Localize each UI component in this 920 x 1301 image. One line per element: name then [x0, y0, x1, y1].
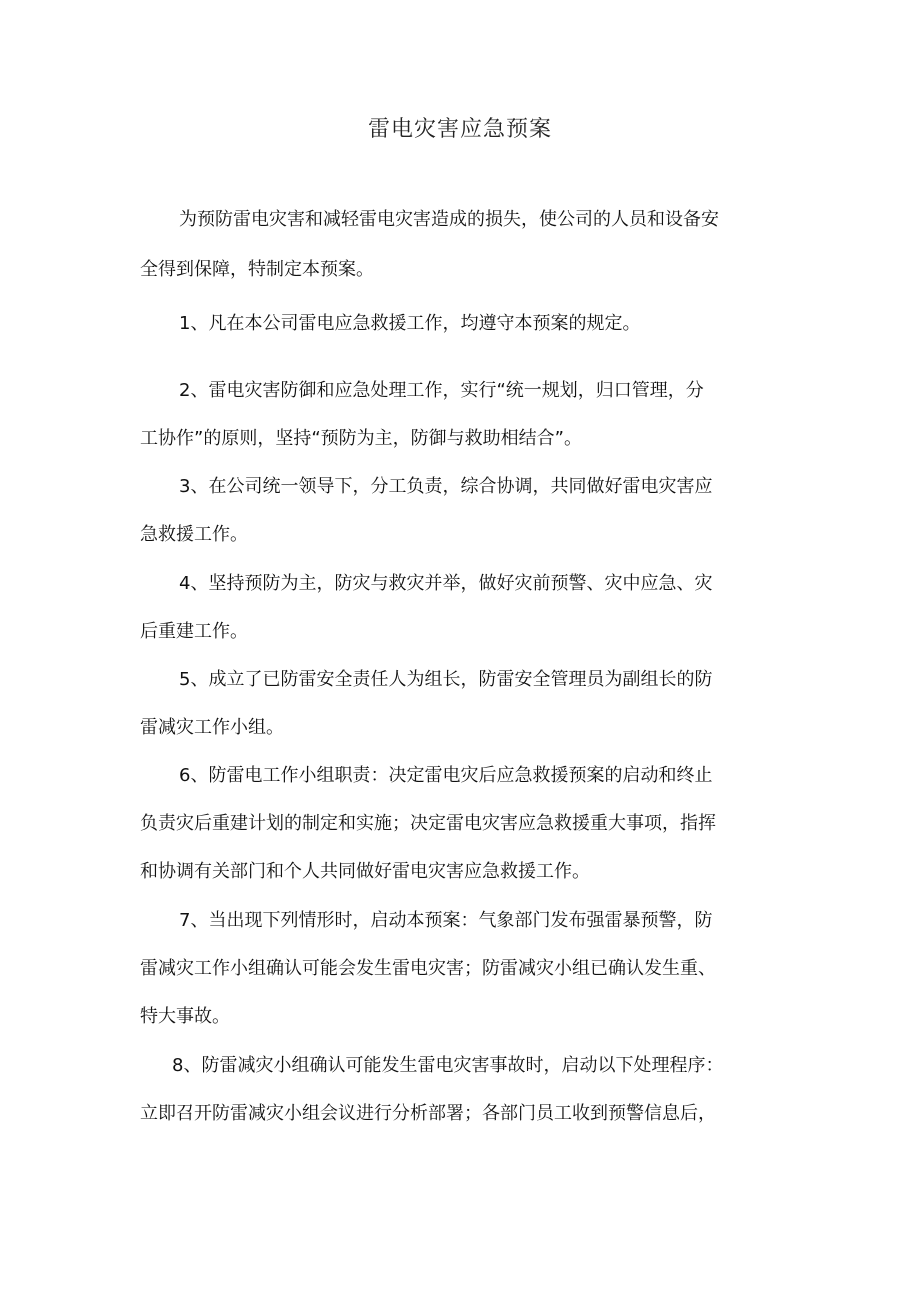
para-8-line-2: 立即召开防雷减灾小组会议进行分析部署；各部门员工收到预警信息后， [140, 1103, 716, 1124]
para-6-line-2: 负责灾后重建计划的制定和实施；决定雷电灾害应急救援重大事项，指挥 [140, 813, 716, 834]
para-3-line-2: 急救援工作。 [140, 524, 248, 545]
para-1-line-1: 1、凡在本公司雷电应急救援工作，均遵守本预案的规定。 [179, 313, 641, 334]
para-3-line-1: 3、在公司统一领导下，分工负责，综合协调，共同做好雷电灾害应 [179, 476, 713, 497]
para-7-line-3: 特大事故。 [140, 1006, 230, 1027]
para-8-line-1: 8、防雷减灾小组确认可能发生雷电灾害事故时，启动以下处理程序： [172, 1055, 724, 1076]
para-intro-line-1: 为预防雷电灾害和减轻雷电灾害造成的损失，使公司的人员和设备安 [179, 209, 719, 230]
para-6-line-1: 6、防雷电工作小组职责：决定雷电灾后应急救援预案的启动和终止 [179, 765, 713, 786]
para-6-line-3: 和协调有关部门和个人共同做好雷电灾害应急救援工作。 [140, 861, 590, 882]
para-4-line-1: 4、坚持预防为主，防灾与救灾并举，做好灾前预警、灾中应急、灾 [179, 573, 713, 594]
para-2-line-1: 2、雷电灾害防御和应急处理工作，实行“统一规划，归口管理，分 [179, 380, 704, 401]
para-5-line-2: 雷减灾工作小组。 [140, 717, 284, 738]
para-7-line-1: 7、当出现下列情形时，启动本预案：气象部门发布强雷暴预警，防 [179, 910, 713, 931]
para-2-line-2: 工协作”的原则，坚持“预防为主，防御与救助相结合”。 [140, 428, 582, 449]
para-intro-line-2: 全得到保障，特制定本预案。 [140, 259, 374, 280]
document-title: 雷电灾害应急预案 [367, 117, 552, 142]
para-7-line-2: 雷减灾工作小组确认可能会发生雷电灾害；防雷减灾小组已确认发生重、 [140, 958, 716, 979]
para-5-line-1: 5、成立了已防雷安全责任人为组长，防雷安全管理员为副组长的防 [179, 669, 713, 690]
para-4-line-2: 后重建工作。 [140, 621, 248, 642]
